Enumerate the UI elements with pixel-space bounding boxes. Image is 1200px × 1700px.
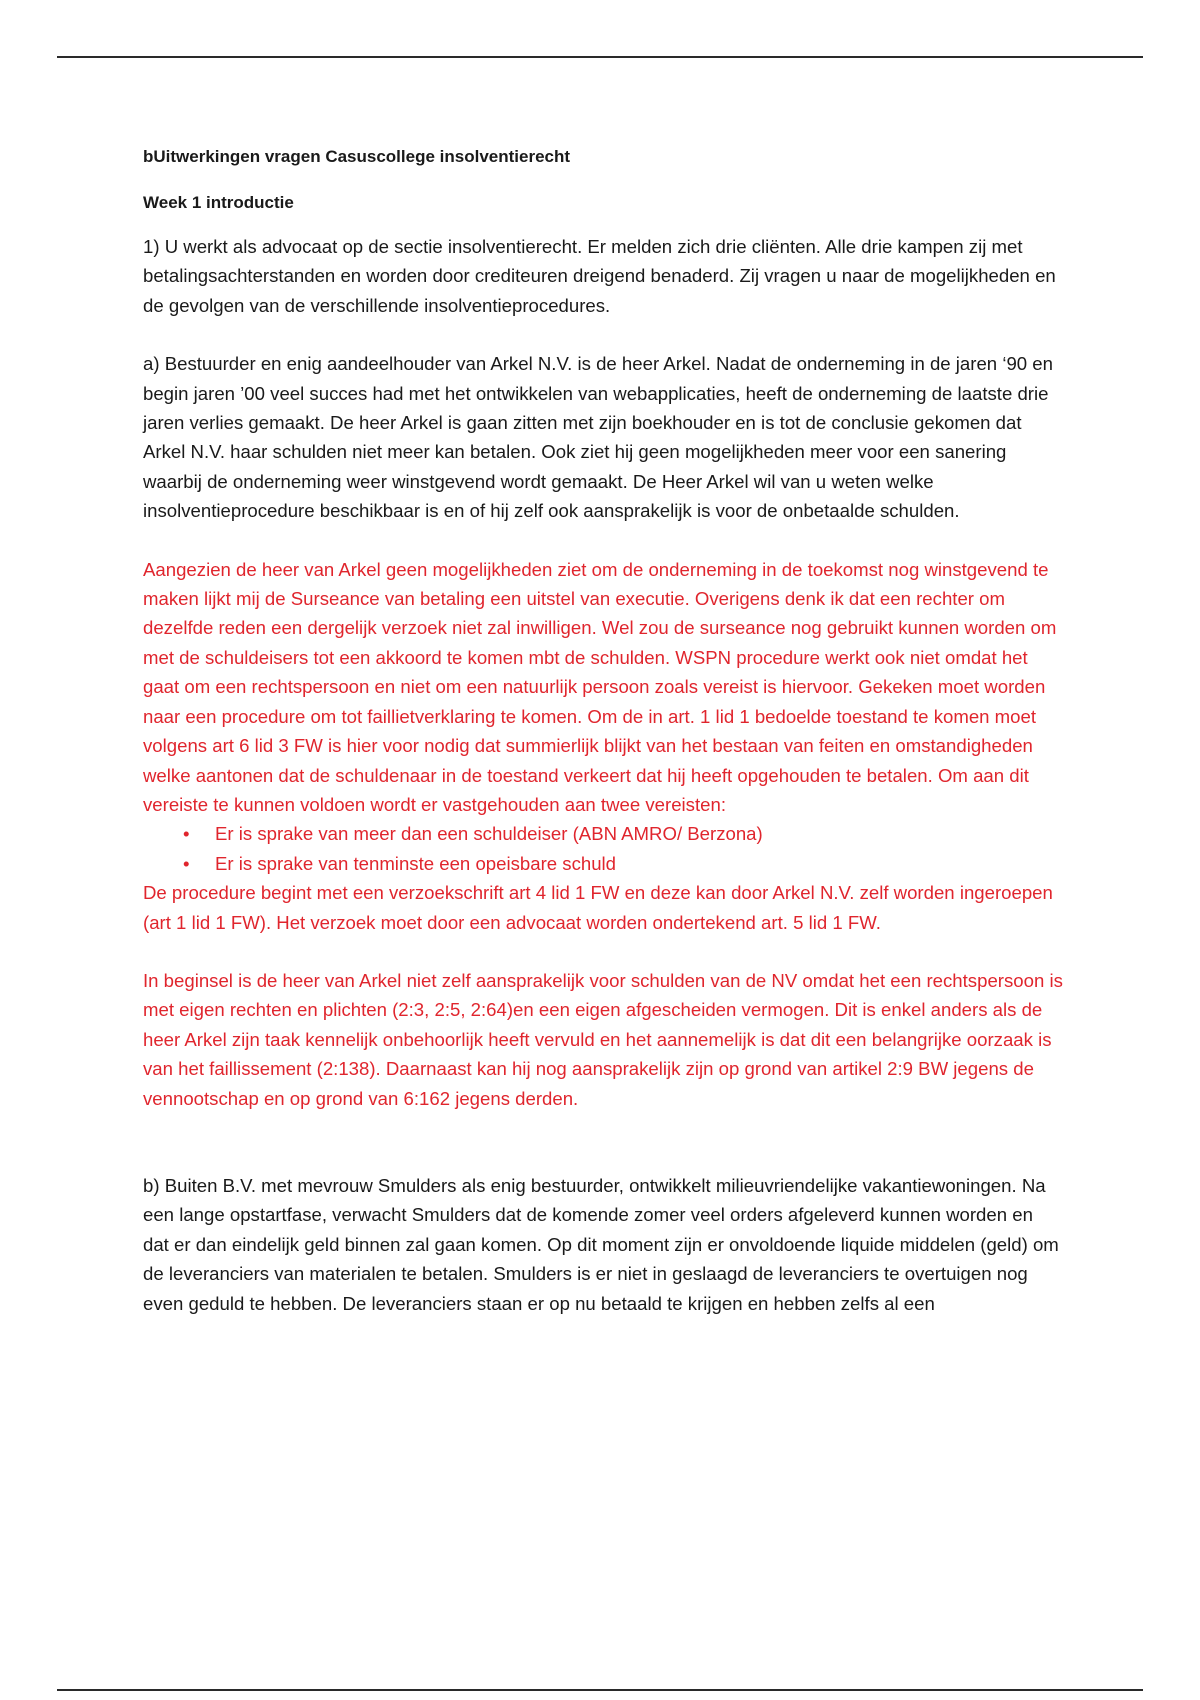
answer-a-paragraph: Aangezien de heer van Arkel geen mogelijkheden ziet om de onderneming in de toekomst nog winstgevend te maken lijkt mij de Surseance van betaling een uitstel van executie. Overigens denk ik dat een rechter om dezelfde reden een dergelijk verzoek niet zal inwilligen. Wel zou de surseance nog gebruikt kunnen worden om met de schuldeisers tot een akkoord te komen mbt de schulden. WSPN procedure werkt ook niet omdat het gaat om een rechtspersoon en niet om een natuurlijk persoon zoals vereist is hiervoor. Gekeken moet worden naar een procedure om tot faillietverklaring te komen. Om de in art. 1 lid 1 bedoelde toestand te komen moet volgens art 6 lid 3 FW is hier voor nodig dat summierlijk blijkt van het bestaan van feiten en omstandigheden welke aantonen dat de schuldenaar in de toestand verkeert dat hij heeft opgehouden te betalen. Om aan dit vereiste te kunnen voldoen wordt er vastgehouden aan twee vereisten: — [143, 558, 1057, 815]
week-heading: Week 1 introductie — [143, 193, 294, 212]
header-rule — [57, 56, 1143, 58]
bullet-icon: • — [183, 823, 190, 845]
document-body — [143, 142, 1063, 1318]
list-item — [143, 819, 1063, 848]
list-item-text: Er is sprake van tenminste een opeisbare schuld — [215, 852, 617, 874]
document-title: bUitwerkingen vragen Casuscollege insolventierecht — [143, 147, 571, 166]
footer-rule — [57, 1689, 1143, 1691]
bullet-icon: • — [183, 852, 190, 874]
list-item — [143, 849, 1063, 878]
list-item-text: Er is sprake van meer dan een schuldeiser (ABN AMRO/ Berzona) — [215, 823, 763, 845]
answer-a-procedure: De procedure begint met een verzoekschrift art 4 lid 1 FW en deze kan door Arkel N.V. zelf worden ingeroepen (art 1 lid 1 FW). Het verzoek moet door een advocaat worden ondertekend art. 5 lid 1 FW. — [143, 882, 1053, 933]
answer-a-liability: In beginsel is de heer van Arkel niet zelf aansprakelijk voor schulden van de NV omdat het een rechtspersoon is met eigen rechten en plichten (2:3, 2:5, 2:64)en een eigen afgescheiden vermogen. Dit is enkel anders als de heer Arkel zijn taak kennelijk onbehoorlijk heeft vervuld en het aannemelijk is dat dit een belangrijke oorzaak is van het faillissement (2:138). Daarnaast kan hij nog aansprakelijk zijn op grond van artikel 2:9 BW jegens de vennootschap en op grond van 6:162 jegens derden. — [143, 969, 1063, 1109]
case-a-text: a) Bestuurder en enig aandeelhouder van Arkel N.V. is de heer Arkel. Nadat de onderneming in de jaren ‘90 en begin jaren ’00 veel succes had met het ontwikkelen van webapplicaties, heeft de onderneming de laatste drie jaren verlies gemaakt. De heer Arkel is gaan zitten met zijn boekhouder en is tot de conclusie gekomen dat Arkel N.V. haar schulden niet meer kan betalen. Ook ziet hij geen mogelijkheden meer voor een sanering waarbij de onderneming weer winstgevend wordt gemaakt. De Heer Arkel wil van u weten welke insolventieprocedure beschikbaar is en of hij zelf ook aansprakelijk is voor de onbetaalde schulden. — [143, 353, 1053, 522]
case-b-text: b) Buiten B.V. met mevrouw Smulders als enig bestuurder, ontwikkelt milieuvriendelijke vakantiewoningen. Na een lange opstartfase, verwacht Smulders dat de komende zomer veel orders afgeleverd kunnen worden en dat er dan eindelijk geld binnen zal gaan komen. Op dit moment zijn er onvoldoende liquide middelen (geld) om de leveranciers van materialen te betalen. Smulders is er niet in geslaagd de leveranciers te overtuigen nog even geduld te hebben. De leveranciers staan er op nu betaald te krijgen en hebben zelfs al een — [143, 1174, 1059, 1314]
answer-a-criteria-list — [143, 819, 1063, 878]
question-1-text: 1) U werkt als advocaat op de sectie insolventierecht. Er melden zich drie cliënten. Alle drie kampen zij met betalingsachterstanden en worden door crediteuren dreigend benaderd. Zij vragen u naar de mogelijkheden en de gevolgen van de verschillende insolventieprocedures. — [143, 236, 1056, 316]
